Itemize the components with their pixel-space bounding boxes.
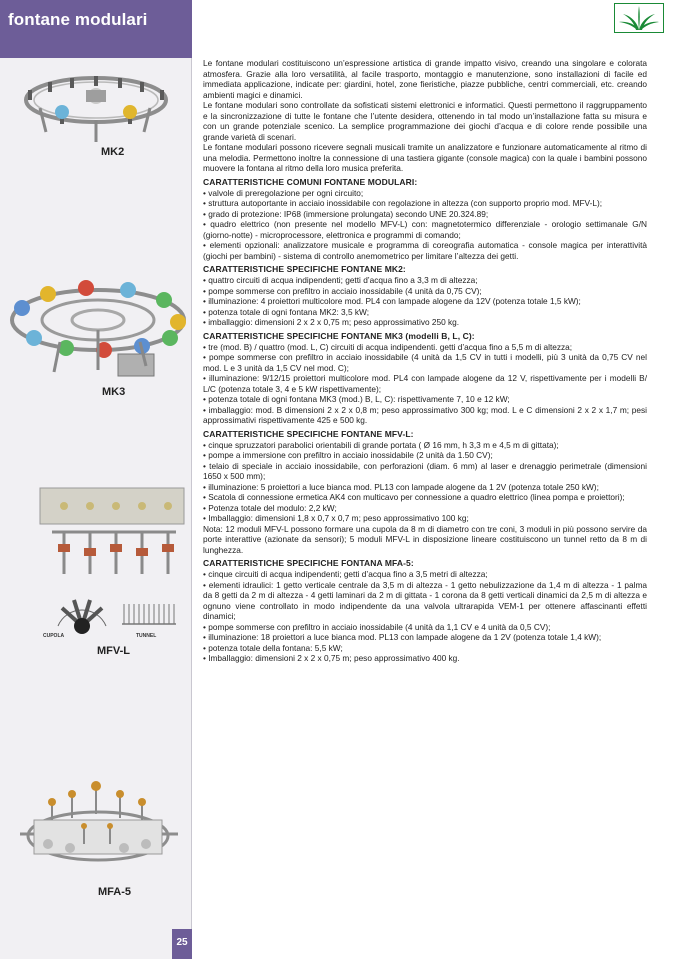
page-number: 25	[176, 937, 188, 948]
sublabel-cupola: CUPOLA	[43, 633, 65, 639]
product-label-mk3: MK3	[102, 386, 126, 398]
product-label-mfa-5: MFA-5	[98, 886, 131, 898]
product-mk2	[0, 62, 192, 172]
intro-paragraph-2: Le fontane modulari sono controllate da sofisticati sistemi elettronici e informatici. Questi permettono il raggruppamento e la sincronizzazione di tutte le fontane che l’utente desidera, ottenendo in tal modo un’installazione fatta su misura e con un grande potenziale scenico. La semplice programmazione dei giochi d’acqua e di colore rende possibile una grande varietà di scenari.	[203, 100, 647, 142]
list-item: • potenza totale di ogni fontana MK3 (mod.) B, L, C): rispettivamente 7, 10 e 12 kW;	[203, 394, 647, 405]
intro-paragraph-3: Le fontane modulari possono ricevere segnali musicali tramite un analizzatore e funzionare automaticamente al ritmo di una melodia. Permettono inoltre la connessione di una tastiera gigante (console magica) con la quale i bambini possono muovere la fontana al ritmo della loro musica preferita.	[203, 142, 647, 173]
list-item: • potenza totale di ogni fontana MK2: 3,5 kW;	[203, 307, 647, 318]
section-title: fontane modulari	[8, 10, 148, 29]
list-item: • quattro circuiti di acqua indipendenti; getti d’acqua fino a 3,3 m di altezza;	[203, 275, 647, 286]
section-list-mk3	[203, 342, 647, 426]
list-item: • elementi idraulici: 1 getto verticale centrale da 3,5 m di altezza - 1 getto nebulizzazione da 1,4 m di altezza - 1 palma da 8 getti da 2 m di altezza - 4 getti laminari da 2 m di gittata - 1 corona da 8 getti verticali dinamici da 2,5 m di altezza e ognuno viene controllato in modo indipendente da una valvola ultrarapida VEM-1 per ottenere affascinanti effetti dinamici;	[203, 580, 647, 622]
product-label-mk2: MK2	[101, 146, 125, 158]
list-item: • Potenza totale del modulo: 2,2 kW;	[203, 503, 647, 514]
section-list-mfa-5	[203, 569, 647, 664]
section-list-common	[203, 188, 647, 262]
section-list-mk2	[203, 275, 647, 328]
list-item: • elementi opzionali: analizzatore musicale e programma di coreografia automatica - console magica per interattività (giochi per bambini) - sistema di controllo anemometrico per limitare l’altezza dei getti.	[203, 240, 647, 261]
list-item: • grado di protezione: IP68 (immersione prolungata) secondo UNE 20.324.89;	[203, 209, 647, 220]
list-item: • telaio di speciale in acciaio inossidabile, con perforazioni (diam. 6 mm) al laser e drenaggio perimetrale (dimensioni 1650 x 500 mm);	[203, 461, 647, 482]
list-item: • illuminazione: 9/12/15 proiettori multicolore mod. PL4 con lampade alogene da 12 V, rispettivamente per i modelli B/ L/C (potenza totale 3, 4 e 5 kW rispettivamente);	[203, 373, 647, 394]
list-item: • Imballaggio: dimensioni 2 x 2 x 0,75 m; peso approssimativo 400 kg.	[203, 653, 647, 664]
intro-paragraph-1: Le fontane modulari costituiscono un’espressione artistica di grande impatto visivo, creando una singolare e colorata atmosfera. Grazie alla loro versatilità, al facile trasporto, montaggio e manutenzione, sono installazioni di facile ed immediata applicazione, indicate per: giardini, hotel, zone fieristiche, piazze pubbliche, centri commerciali, etc. creando ambienti magici e dinamici.	[203, 58, 647, 100]
list-item: • pompe sommerse con prefiltro in acciaio inossidabile (4 unità da 0,75 CV);	[203, 286, 647, 297]
list-item: • illuminazione: 18 proiettori a luce bianca mod. PL13 con lampade alogene da 1 2V (potenza totale 1,4 kW);	[203, 632, 647, 643]
product-label-mfv-l: MFV-L	[97, 645, 130, 657]
list-item: • illuminazione: 5 proiettori a luce bianca mod. PL13 con lampade alogene da 1 2V (potenza totale 250 kW);	[203, 482, 647, 493]
sublabel-tunnel: TUNNEL	[136, 633, 157, 639]
list-item: • illuminazione: 4 proiettori multicolore mod. PL4 con lampade alogene da 12V (potenza totale 1,5 kW);	[203, 296, 647, 307]
main-content	[203, 58, 647, 664]
list-item: • potenza totale della fontana: 5,5 kW;	[203, 643, 647, 654]
product-mfa-5	[0, 774, 192, 904]
list-item: • cinque circuiti di acqua indipendenti; getti d’acqua fino a 3,5 metri di altezza;	[203, 569, 647, 580]
mfv-l-fountain-image	[0, 478, 192, 664]
list-item: • pompe sommerse con prefiltro in acciaio inossidabile (4 unità da 1,1 CV e 4 unità da 0,5 CV);	[203, 622, 647, 633]
list-item: • imballaggio: dimensioni 2 x 2 x 0,75 m; peso approssimativo 250 kg.	[203, 317, 647, 328]
fountain-logo-icon	[615, 4, 663, 32]
section-heading-mk2: CARATTERISTICHE SPECIFICHE FONTANE MK2:	[203, 264, 406, 274]
list-item: • Imballaggio: dimensioni 1,8 x 0,7 x 0,7 m; peso approssimativo 100 kg;	[203, 513, 647, 524]
list-item: • valvole di preregolazione per ogni circuito;	[203, 188, 647, 199]
mfv-l-note: Nota: 12 moduli MFV-L possono formare una cupola da 8 m di diametro con tre coni, 3 moduli in più possono servire da porte interattive (azionate da sensori); 5 moduli MFV-L in disposizione lineare costituiscono un tunnel retto da 8 m di lunghezza.	[203, 523, 647, 555]
section-list-mfv-l	[203, 440, 647, 524]
mk3-fountain-image	[0, 262, 192, 404]
product-mfv-l	[0, 478, 192, 664]
list-item: • Scatola di connessione ermetica AK4 con multicavo per connessione a quadro elettrico (linea pompa e proiettori);	[203, 492, 647, 503]
mk2-fountain-image	[0, 62, 192, 172]
list-item: • pompe sommerse con prefiltro in acciaio inossidabile (4 unità da 1,5 CV in tutti i modelli, più 3 unità da 0,75 CV nel mod. L e 3 unità da 1,5 CV nel mod. C);	[203, 352, 647, 373]
list-item: • imballaggio: mod. B dimensioni 2 x 2 x 0,8 m; peso approssimativo 300 kg; mod. L e C dimensioni 2 x 2 x 1,7 m; pesi approssimativi rispettivamente 425 e 500 kg.	[203, 405, 647, 426]
section-heading-mk3: CARATTERISTICHE SPECIFICHE FONTANE MK3 (modelli B, L, C):	[203, 330, 475, 341]
section-heading-mfv-l: CARATTERISTICHE SPECIFICHE FONTANE MFV-L:	[203, 428, 414, 439]
section-heading-common: CARATTERISTICHE COMUNI FONTANE MODULARI:	[203, 176, 418, 187]
mfa-5-fountain-image	[0, 774, 192, 904]
list-item: • cinque spruzzatori parabolici orientabili di grande portata ( Ø 16 mm, h 3,3 m e 4,5 m di gittata);	[203, 440, 647, 451]
product-mk3	[0, 262, 192, 404]
section-heading-mfa-5: CARATTERISTICHE SPECIFICHE FONTANA MFA-5:	[203, 558, 414, 568]
list-item: • tre (mod. B) / quattro (mod. L, C) circuiti di acqua indipendenti. getti d’acqua fino a 5,5 m di altezza;	[203, 342, 647, 353]
list-item: • struttura autoportante in acciaio inossidabile con regolazione in altezza (con supporto proprio mod. MFV-L);	[203, 198, 647, 209]
list-item: • pompe a immersione con prefiltro in acciaio inossidabile (2 unità da 1.50 CV);	[203, 450, 647, 461]
list-item: • quadro elettrico (non presente nel modello MFV-L) con: magnetotermico differenziale - orologio settimanale G/N (giorno-notte) - microprocessore, elettronica e programmi di comando;	[203, 219, 647, 240]
company-logo	[614, 3, 664, 33]
